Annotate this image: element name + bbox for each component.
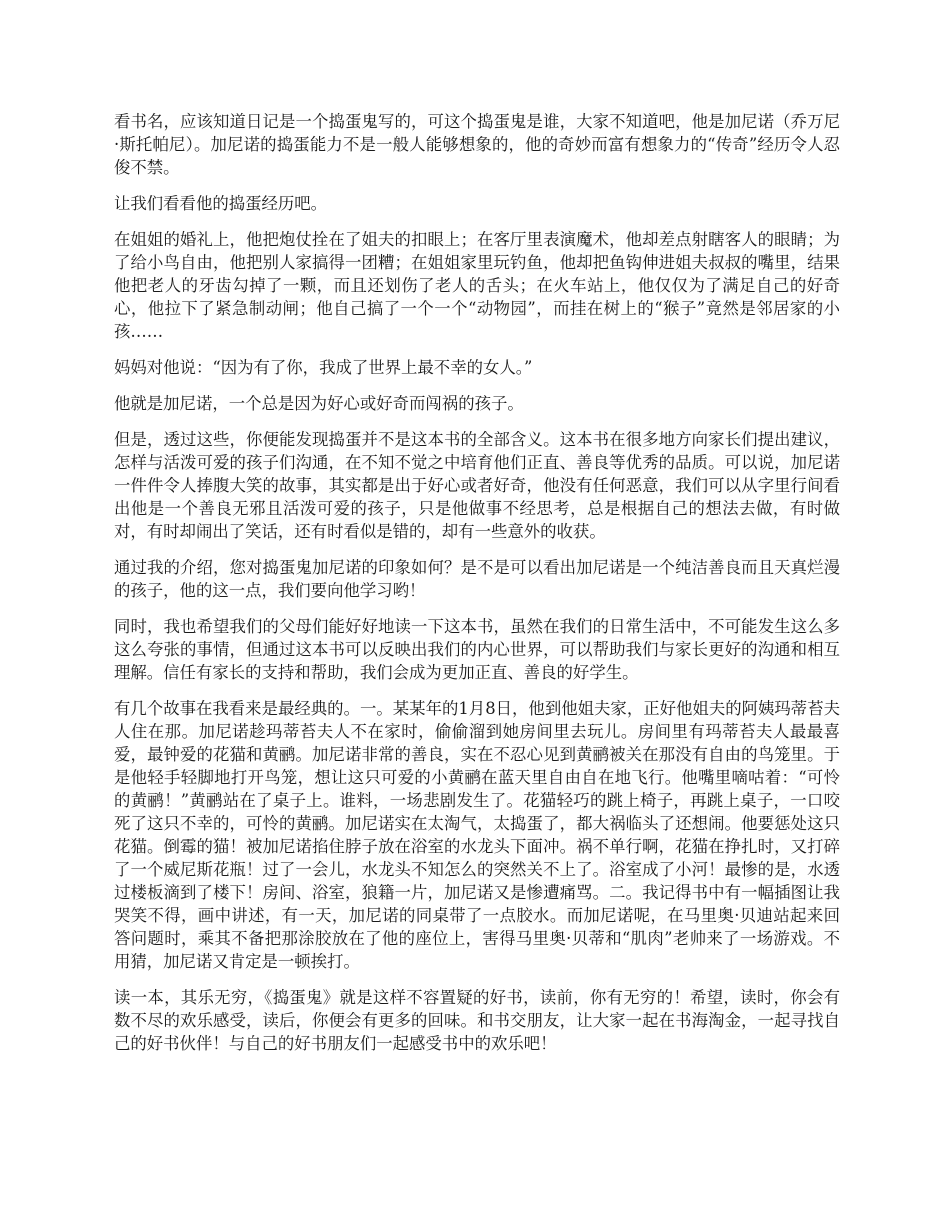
- paragraph-intro: 看书名，应该知道日记是一个捣蛋鬼写的，可这个捣蛋鬼是谁，大家不知道吧，他是加尼诺（乔万尼·斯托帕尼）。加尼诺的捣蛋能力不是一般人能够想象的，他的奇妙而富有想象力的“传奇”经历令人忍俊不禁。: [114, 112, 840, 177]
- paragraph-parents: 同时，我也希望我们的父母们能好好地读一下这本书，虽然在我们的日常生活中，不可能发生这么多这么夸张的事情，但通过这本书可以反映出我们的内心世界，可以帮助我们与家长更好的沟通和相互理解。信任有家长的支持和帮助，我们会成为更加正直、善良的好学生。: [114, 617, 840, 682]
- paragraph-conclusion: 读一本，其乐无穷，《捣蛋鬼》就是这样不容置疑的好书，读前，你有无穷的！希望，读时，你会有数不尽的欢乐感受，读后，你便会有更多的回味。和书交朋友，让大家一起在书海淘金，一起寻找自己的好书伙伴！与自己的好书朋友们一起感受书中的欢乐吧！: [114, 988, 840, 1053]
- paragraph-mother-quote: 妈妈对他说：“因为有了你，我成了世界上最不幸的女人。”: [114, 358, 533, 377]
- paragraph-lead-in: 让我们看看他的捣蛋经历吧。: [114, 194, 328, 213]
- paragraph-classic-stories: 有几个故事在我看来是最经典的。一。某某年的1月8日，他到他姐夫家，正好他姐夫的阿姨玛蒂苔夫人住在那。加尼诺趁玛蒂苔夫人不在家时，偷偷溜到她房间里去玩儿。房间里有玛蒂苔夫人最最喜爱，最钟爱的花猫和黄鹂。加尼诺非常的善良，实在不忍心见到黄鹂被关在那没有自由的鸟笼里。于是他轻手轻脚地打开鸟笼，想让这只可爱的小黄鹂在蓝天里自由自在地飞行。他嘴里嘀咕着：“可怜的黄鹂！”黄鹂站在了桌子上。谁料，一场悲剧发生了。花猫轻巧的跳上椅子，再跳上桌子，一口咬死了这只不幸的，可怜的黄鹂。加尼诺实在太淘气，太捣蛋了，都大祸临头了还想闹。他要惩处这只花猫。倒霉的猫！被加尼诺掐住脖子放在浴室的水龙头下面冲。祸不单行啊，花猫在挣扎时，又打碎了一个威尼斯花瓶！过了一会儿，水龙头不知怎么的突然关不上了。浴室成了小河！最惨的是，水透过楼板滴到了楼下！房间、浴室，狼籍一片，加尼诺又是惨遭痛骂。二。我记得书中有一幅插图让我哭笑不得，画中讲述，有一天，加尼诺的同桌带了一点胶水。而加尼诺呢，在马里奥·贝迪站起来回答问题时，乘其不备把那涂胶放在了他的座位上，害得马里奥·贝蒂和“肌肉”老帅来了一场游戏。不用猜，加尼诺又肯定是一顿挨打。: [114, 699, 840, 971]
- paragraph-impression: 通过我的介绍，您对捣蛋鬼加尼诺的印象如何？是不是可以看出加尼诺是一个纯洁善良而且天真烂漫的孩子，他的这一点，我们要向他学习哟！: [114, 558, 840, 600]
- paragraph-meaning: 但是，透过这些，你便能发现捣蛋并不是这本书的全部含义。这本书在很多地方向家长们提出建议，怎样与活泼可爱的孩子们沟通，在不知不觉之中培育他们正直、善良等优秀的品质。可以说，加尼诺一件件令人捧腹大笑的故事，其实都是出于好心或者好奇，他没有任何恶意，我们可以从字里行间看出他是一个善良无邪且活泼可爱的孩子，只是他做事不经思考，总是根据自己的想法去做，有时做对，有时却闹出了笑话，还有时看似是错的，却有一些意外的收获。: [114, 430, 840, 541]
- document-body: [114, 110, 840, 1068]
- paragraph-mischief-list: 在姐姐的婚礼上，他把炮仗拴在了姐夫的扣眼上；在客厅里表演魔术，他却差点射瞎客人的眼睛；为了给小鸟自由，他把别人家搞得一团糟；在姐姐家里玩钓鱼，他却把鱼钩伸进姐夫叔叔的嘴里，结果他把老人的牙齿勾掉了一颗，而且还划伤了老人的舌头；在火车站上，他仅仅为了满足自己的好奇心，他拉下了紧急制动闸；他自己搞了一个一个“动物园”，而挂在树上的“猴子”竟然是邻居家的小孩……: [114, 230, 840, 341]
- paragraph-summary: 他就是加尼诺，一个总是因为好心或好奇而闯祸的孩子。: [114, 394, 524, 413]
